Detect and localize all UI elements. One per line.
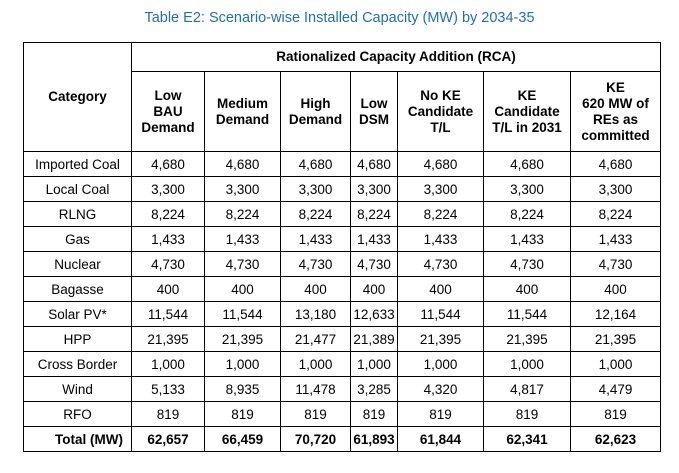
table-row bbox=[24, 177, 661, 202]
value-cell: 4,479 bbox=[571, 377, 661, 402]
value-cell: 1,000 bbox=[398, 352, 484, 377]
value-cell: 66,459 bbox=[205, 427, 281, 452]
value-cell: 12,633 bbox=[351, 302, 398, 327]
value-cell: 70,720 bbox=[281, 427, 351, 452]
value-cell: 1,433 bbox=[398, 227, 484, 252]
value-cell: 819 bbox=[132, 402, 205, 427]
value-cell: 1,000 bbox=[571, 352, 661, 377]
value-cell: 5,133 bbox=[132, 377, 205, 402]
value-cell: 4,680 bbox=[571, 152, 661, 177]
value-cell: 3,300 bbox=[132, 177, 205, 202]
category-cell: RLNG bbox=[24, 202, 132, 227]
capacity-table bbox=[23, 42, 661, 452]
value-cell: 12,164 bbox=[571, 302, 661, 327]
value-cell: 4,730 bbox=[484, 252, 571, 277]
value-cell: 8,224 bbox=[132, 202, 205, 227]
value-cell: 62,623 bbox=[571, 427, 661, 452]
value-cell: 4,730 bbox=[205, 252, 281, 277]
value-cell: 8,224 bbox=[351, 202, 398, 227]
value-cell: 819 bbox=[281, 402, 351, 427]
table-row bbox=[24, 352, 661, 377]
value-cell: 21,395 bbox=[571, 327, 661, 352]
value-cell: 8,935 bbox=[205, 377, 281, 402]
value-cell: 1,000 bbox=[281, 352, 351, 377]
value-cell: 4,817 bbox=[484, 377, 571, 402]
total-row bbox=[24, 427, 661, 452]
value-cell: 4,680 bbox=[205, 152, 281, 177]
table-row bbox=[24, 402, 661, 427]
value-cell: 400 bbox=[281, 277, 351, 302]
value-cell: 1,433 bbox=[281, 227, 351, 252]
value-cell: 819 bbox=[351, 402, 398, 427]
value-cell: 11,544 bbox=[205, 302, 281, 327]
value-cell: 8,224 bbox=[398, 202, 484, 227]
category-cell: Total (MW) bbox=[24, 427, 132, 452]
value-cell: 1,000 bbox=[205, 352, 281, 377]
category-cell: HPP bbox=[24, 327, 132, 352]
column-header: KE Candidate T/L in 2031 bbox=[484, 72, 571, 152]
value-cell: 1,433 bbox=[351, 227, 398, 252]
value-cell: 3,300 bbox=[205, 177, 281, 202]
value-cell: 819 bbox=[205, 402, 281, 427]
value-cell: 400 bbox=[205, 277, 281, 302]
value-cell: 3,300 bbox=[281, 177, 351, 202]
value-cell: 13,180 bbox=[281, 302, 351, 327]
table-row bbox=[24, 302, 661, 327]
value-cell: 1,433 bbox=[132, 227, 205, 252]
table-row bbox=[24, 152, 661, 177]
value-cell: 4,680 bbox=[398, 152, 484, 177]
column-header: Medium Demand bbox=[205, 72, 281, 152]
value-cell: 819 bbox=[484, 402, 571, 427]
value-cell: 21,395 bbox=[132, 327, 205, 352]
rca-group-header: Rationalized Capacity Addition (RCA) bbox=[132, 43, 661, 72]
value-cell: 4,680 bbox=[351, 152, 398, 177]
category-cell: Imported Coal bbox=[24, 152, 132, 177]
value-cell: 3,300 bbox=[398, 177, 484, 202]
table-row bbox=[24, 277, 661, 302]
category-cell: Bagasse bbox=[24, 277, 132, 302]
value-cell: 4,680 bbox=[484, 152, 571, 177]
value-cell: 400 bbox=[571, 277, 661, 302]
value-cell: 3,285 bbox=[351, 377, 398, 402]
value-cell: 4,730 bbox=[571, 252, 661, 277]
table-row bbox=[24, 327, 661, 352]
table-row bbox=[24, 377, 661, 402]
header-row-group bbox=[24, 43, 661, 72]
value-cell: 1,000 bbox=[132, 352, 205, 377]
value-cell: 1,433 bbox=[484, 227, 571, 252]
value-cell: 4,680 bbox=[132, 152, 205, 177]
value-cell: 400 bbox=[484, 277, 571, 302]
value-cell: 21,395 bbox=[398, 327, 484, 352]
value-cell: 4,730 bbox=[281, 252, 351, 277]
value-cell: 1,433 bbox=[205, 227, 281, 252]
column-header: No KE Candidate T/L bbox=[398, 72, 484, 152]
value-cell: 21,389 bbox=[351, 327, 398, 352]
value-cell: 21,395 bbox=[484, 327, 571, 352]
value-cell: 8,224 bbox=[205, 202, 281, 227]
value-cell: 11,544 bbox=[484, 302, 571, 327]
value-cell: 21,395 bbox=[205, 327, 281, 352]
table-row bbox=[24, 252, 661, 277]
table-row bbox=[24, 227, 661, 252]
value-cell: 62,657 bbox=[132, 427, 205, 452]
value-cell: 4,320 bbox=[398, 377, 484, 402]
column-header: KE 620 MW of REs as committed bbox=[571, 72, 661, 152]
value-cell: 61,893 bbox=[351, 427, 398, 452]
value-cell: 3,300 bbox=[571, 177, 661, 202]
category-cell: Wind bbox=[24, 377, 132, 402]
value-cell: 3,300 bbox=[351, 177, 398, 202]
value-cell: 61,844 bbox=[398, 427, 484, 452]
category-header: Category bbox=[24, 43, 132, 152]
table-body bbox=[24, 152, 661, 452]
value-cell: 62,341 bbox=[484, 427, 571, 452]
value-cell: 819 bbox=[571, 402, 661, 427]
category-cell: RFO bbox=[24, 402, 132, 427]
value-cell: 11,544 bbox=[398, 302, 484, 327]
column-header: High Demand bbox=[281, 72, 351, 152]
value-cell: 8,224 bbox=[484, 202, 571, 227]
column-header: Low DSM bbox=[351, 72, 398, 152]
value-cell: 21,477 bbox=[281, 327, 351, 352]
value-cell: 1,433 bbox=[571, 227, 661, 252]
category-cell: Nuclear bbox=[24, 252, 132, 277]
table-caption: Table E2: Scenario-wise Installed Capacity (MW) by 2034-35 bbox=[144, 10, 535, 26]
value-cell: 11,544 bbox=[132, 302, 205, 327]
value-cell: 3,300 bbox=[484, 177, 571, 202]
value-cell: 4,730 bbox=[398, 252, 484, 277]
value-cell: 11,478 bbox=[281, 377, 351, 402]
table-row bbox=[24, 202, 661, 227]
value-cell: 1,000 bbox=[351, 352, 398, 377]
value-cell: 400 bbox=[351, 277, 398, 302]
value-cell: 400 bbox=[398, 277, 484, 302]
value-cell: 8,224 bbox=[571, 202, 661, 227]
value-cell: 819 bbox=[398, 402, 484, 427]
column-header: Low BAU Demand bbox=[132, 72, 205, 152]
category-cell: Gas bbox=[24, 227, 132, 252]
value-cell: 8,224 bbox=[281, 202, 351, 227]
value-cell: 400 bbox=[132, 277, 205, 302]
value-cell: 4,680 bbox=[281, 152, 351, 177]
category-cell: Solar PV* bbox=[24, 302, 132, 327]
value-cell: 4,730 bbox=[132, 252, 205, 277]
category-cell: Local Coal bbox=[24, 177, 132, 202]
value-cell: 4,730 bbox=[351, 252, 398, 277]
value-cell: 1,000 bbox=[484, 352, 571, 377]
category-cell: Cross Border bbox=[24, 352, 132, 377]
